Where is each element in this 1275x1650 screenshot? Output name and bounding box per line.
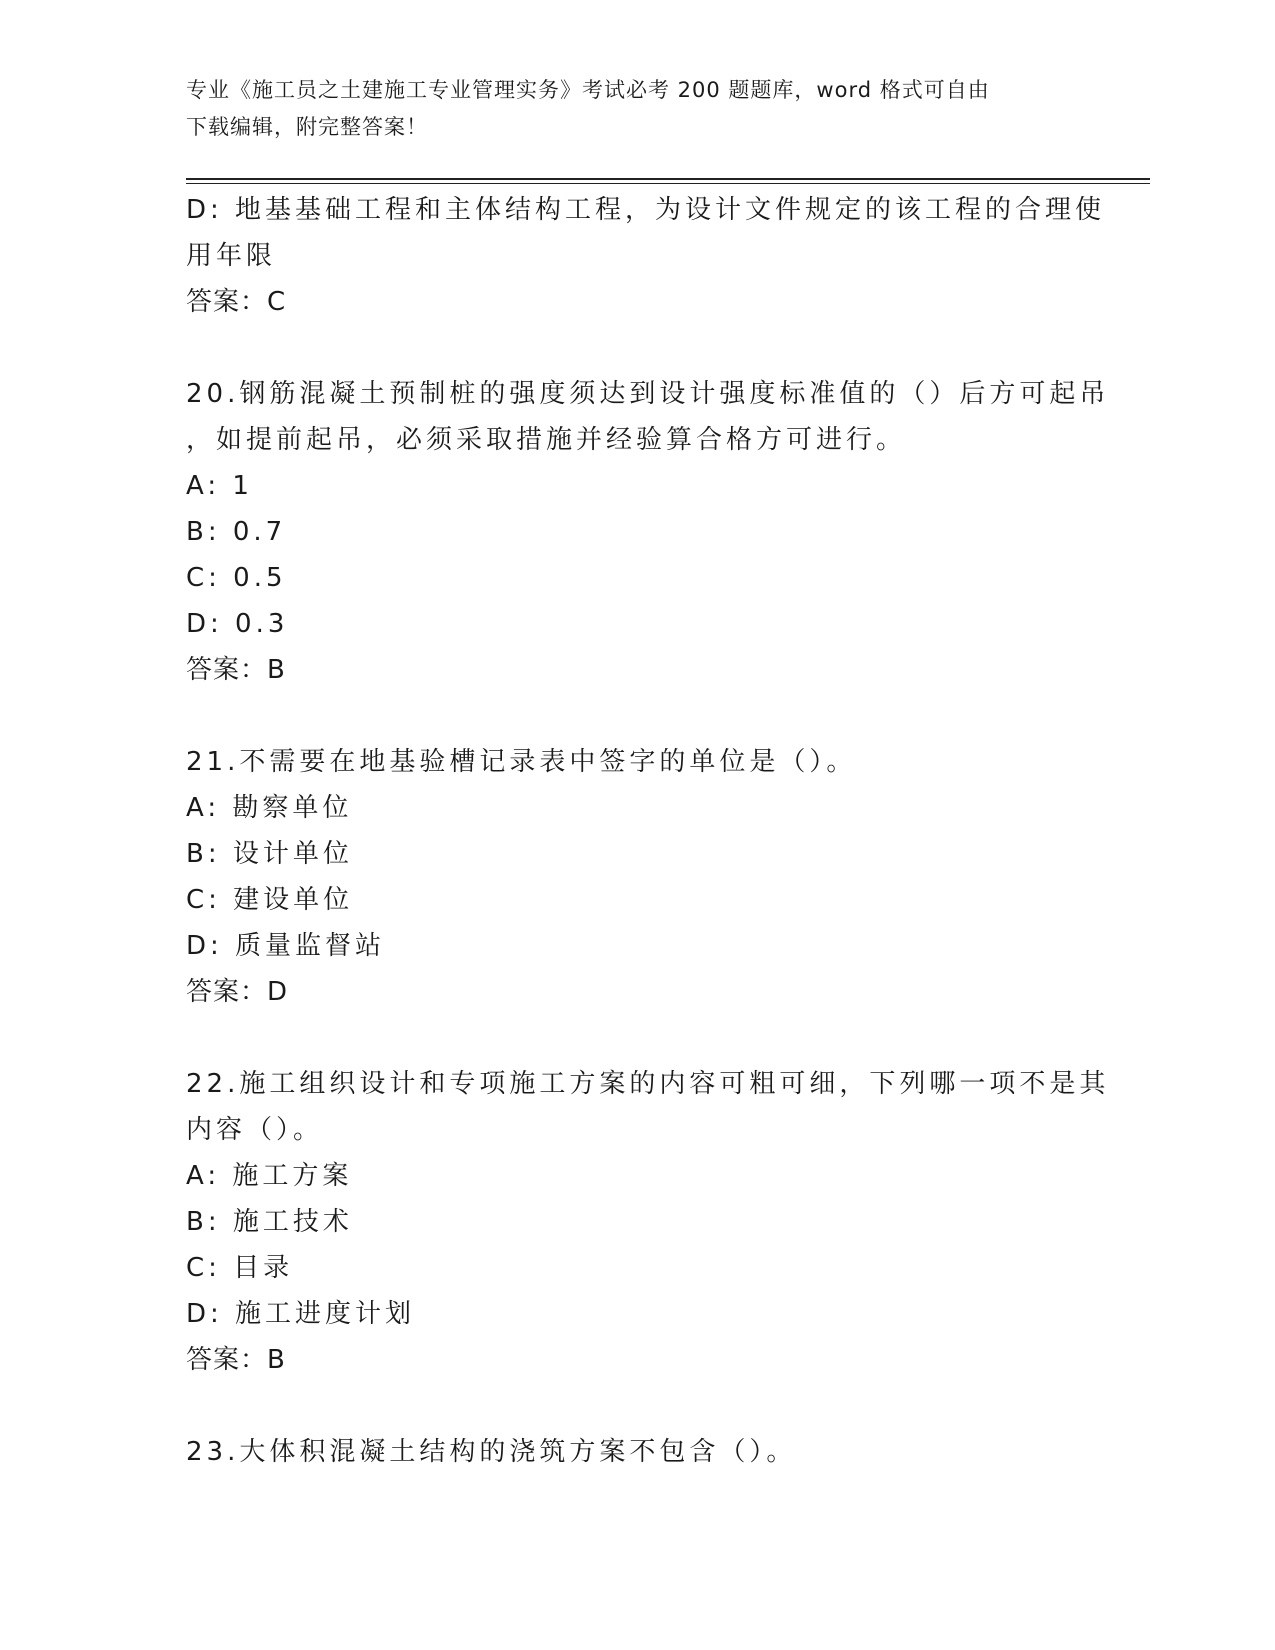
option-b: B: 0.7 xyxy=(186,517,287,547)
question-21 xyxy=(186,739,1086,1015)
option-d-continued: 用年限 xyxy=(186,241,277,271)
spacer xyxy=(186,1383,1086,1429)
spacer xyxy=(186,1015,1086,1061)
answer: 答案：B xyxy=(186,655,286,685)
option-b: B: 设计单位 xyxy=(186,839,353,869)
spacer xyxy=(186,325,1086,371)
answer: 答案：B xyxy=(186,1345,286,1375)
option-d: D: 质量监督站 xyxy=(186,931,386,961)
question-stem-continued: ，如提前起吊，必须采取措施并经验算合格方可进行。 xyxy=(186,425,907,455)
question-22 xyxy=(186,1061,1110,1383)
option-a: A: 1 xyxy=(186,471,253,501)
question-stem-continued: 内容（）。 xyxy=(186,1115,324,1145)
question-19-continued xyxy=(186,187,1106,325)
question-stem: 22.施工组织设计和专项施工方案的内容可粗可细，下列哪一项不是其 xyxy=(186,1069,1110,1099)
option-b: B: 施工技术 xyxy=(186,1207,353,1237)
option-d: D: 0.3 xyxy=(186,609,289,639)
option-c: C: 建设单位 xyxy=(186,885,354,915)
header-divider-thin xyxy=(186,183,1150,184)
option-d: D: 施工进度计划 xyxy=(186,1299,416,1329)
question-stem: 21.不需要在地基验槽记录表中签字的单位是（）。 xyxy=(186,747,857,777)
option-c: C: 目录 xyxy=(186,1253,294,1283)
spacer xyxy=(186,693,1086,739)
header-line-2: 下载编辑，附完整答案！ xyxy=(186,115,428,139)
option-d: D: 地基基础工程和主体结构工程，为设计文件规定的该工程的合理使 xyxy=(186,195,1106,225)
option-a: A: 勘察单位 xyxy=(186,793,353,823)
question-20 xyxy=(186,371,1110,693)
question-23 xyxy=(186,1429,1086,1475)
option-c: C: 0.5 xyxy=(186,563,287,593)
header-line-1: 专业《施工员之土建施工专业管理实务》考试必考 200 题题库，word 格式可自由 xyxy=(186,78,990,102)
question-stem: 23.大体积混凝土结构的浇筑方案不包含（）。 xyxy=(186,1437,797,1467)
document-body xyxy=(186,187,1110,1475)
option-a: A: 施工方案 xyxy=(186,1161,353,1191)
answer: 答案：C xyxy=(186,287,287,317)
answer: 答案：D xyxy=(186,977,289,1007)
header-divider-thick xyxy=(186,178,1150,180)
document-header xyxy=(186,72,1086,146)
question-stem: 20.钢筋混凝土预制桩的强度须达到设计强度标准值的（）后方可起吊 xyxy=(186,379,1110,409)
